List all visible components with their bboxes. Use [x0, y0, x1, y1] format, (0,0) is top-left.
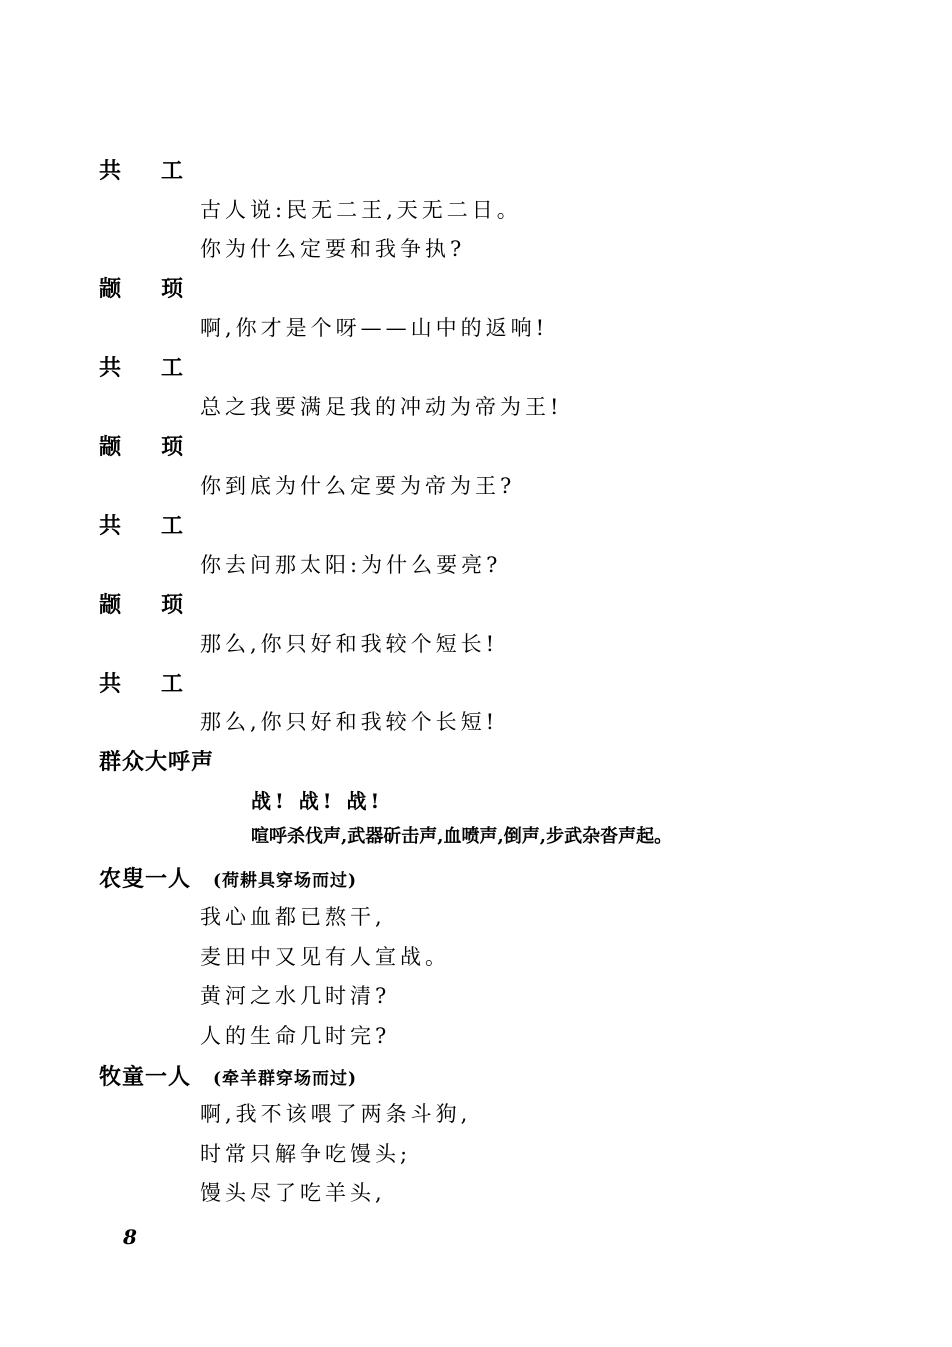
speaker-name: 牧童一人	[99, 1064, 192, 1090]
dialogue-line: 你去问那太阳:为什么要亮?	[200, 553, 502, 577]
speaker-zhuanxu: 颛顼	[99, 434, 224, 460]
dialogue-line: 时常只解争吃馒头;	[200, 1142, 412, 1166]
speaker-zhuanxu: 颛顼	[99, 276, 224, 302]
dialogue-line: 你为什么定要和我争执?	[200, 237, 466, 261]
stage-direction: (牵羊群穿场而过)	[213, 1069, 358, 1089]
speaker-name: 农叟一人	[99, 866, 192, 892]
page-number: 8	[123, 1225, 137, 1249]
dialogue-line: 人的生命几时完?	[200, 1024, 391, 1048]
speaker-gonggong: 共工	[99, 671, 224, 697]
crowd-shout: 战! 战! 战!	[251, 789, 384, 813]
stage-direction: 喧呼杀伐声,武器斫击声,血喷声,倒声,步武杂沓声起。	[251, 826, 673, 847]
dialogue-line: 你到底为什么定要为帝为王?	[200, 474, 516, 498]
dialogue-line: 那么,你只好和我较个短长!	[200, 632, 499, 656]
speaker-shepherd-boy	[99, 1066, 357, 1088]
dialogue-line: 啊,你才是个呀——山中的返响!	[200, 316, 549, 340]
dialogue-line: 馒头尽了吃羊头,	[200, 1181, 386, 1205]
speaker-gonggong: 共工	[99, 158, 224, 184]
dialogue-line: 总之我要满足我的冲动为帝为王!	[200, 395, 563, 419]
speaker-gonggong: 共工	[99, 513, 224, 539]
dialogue-line: 啊,我不该喂了两条斗狗,	[200, 1102, 472, 1126]
speaker-old-farmer	[99, 868, 357, 890]
speaker-zhuanxu: 颛顼	[99, 592, 224, 618]
dialogue-line: 黄河之水几时清?	[200, 984, 391, 1008]
dialogue-line: 我心血都已熬干,	[200, 905, 386, 929]
stage-direction: (荷耕具穿场而过)	[213, 871, 358, 891]
speaker-gonggong: 共工	[99, 355, 224, 381]
speaker-crowd: 群众大呼声	[99, 749, 215, 775]
dialogue-line: 麦田中又见有人宣战。	[200, 945, 450, 969]
dialogue-line: 古人说:民无二王,天无二日。	[200, 198, 522, 222]
dialogue-line: 那么,你只好和我较个长短!	[200, 710, 499, 734]
